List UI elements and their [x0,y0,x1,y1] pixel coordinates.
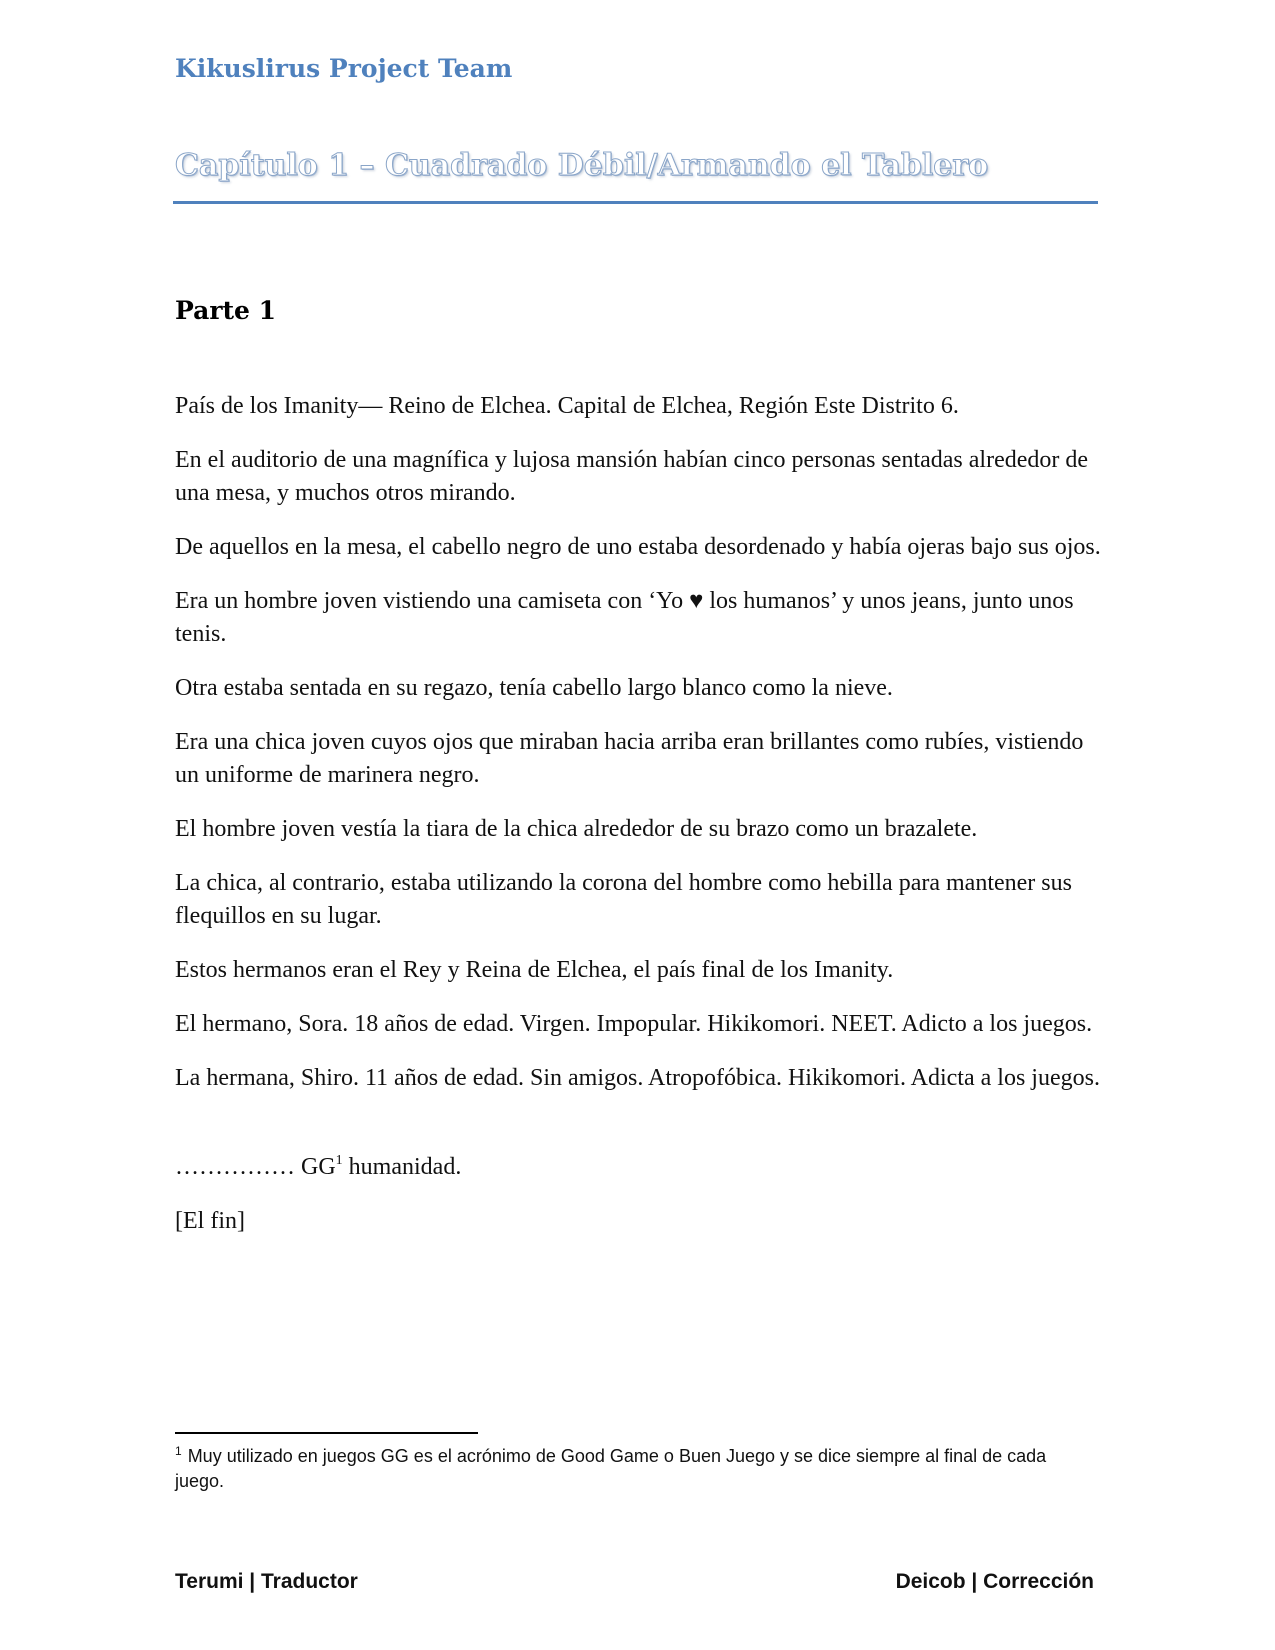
paragraph: El hermano, Sora. 18 años de edad. Virgen. Impopular. Hikikomori. NEET. Adicto a los juegos. [175,1011,1093,1037]
paragraph: Era un hombre joven vistiendo una camiseta con ‘Yo ♥ los humanos’ y unos jeans, junto unos tenis. [175,588,1074,647]
footer-translator: Terumi | Traductor [175,1570,358,1593]
part-heading: Parte 1 [175,296,277,325]
gg-line-tail: humanidad. [342,1154,462,1180]
footer-corrector: Deicob | Corrección [895,1570,1094,1593]
paragraph: País de los Imanity— Reino de Elchea. Capital de Elchea, Región Este Distrito 6. [175,393,959,419]
title-underline [173,201,1098,204]
body-text [175,390,1110,1259]
paragraph: Estos hermanos eran el Rey y Reina de Elchea, el país final de los Imanity. [175,957,894,983]
paragraph: La chica, al contrario, estaba utilizando la corona del hombre como hebilla para mantener sus flequillos en su lugar. [175,870,1072,929]
paragraph: La hermana, Shiro. 11 años de edad. Sin amigos. Atropofóbica. Hikikomori. Adicta a los juegos. [175,1065,1100,1091]
team-header: Kikuslirus Project Team [175,54,513,83]
footnote-separator [175,1432,478,1434]
footnote-marker: 1 [175,1444,182,1458]
paragraph: El hombre joven vestía la tiara de la chica alrededor de su brazo como un brazalete. [175,816,978,842]
gg-line [175,1151,1110,1184]
paragraph: Otra estaba sentada en su regazo, tenía cabello largo blanco como la nieve. [175,675,893,701]
chapter-title: Capítulo 1 – Cuadrado Débil/Armando el Tablero [175,148,989,183]
paragraph: En el auditorio de una magnífica y lujosa mansión habían cinco personas sentadas alrededor de una mesa, y muchos otros mirando. [175,447,1089,506]
footnote-text: Muy utilizado en juegos GG es el acrónimo de Good Game o Buen Juego y se dice siempre al final de cada juego. [175,1446,1047,1491]
footnote-reference[interactable]: 1 [335,1153,343,1168]
paragraph: Era una chica joven cuyos ojos que miraban hacia arriba eran brillantes como rubíes, vistiendo un uniforme de marinera negro. [175,729,1084,788]
end-marker: [El fin] [175,1208,245,1234]
gg-line-text: …………… GG [175,1154,336,1180]
footnote [175,1444,1095,1494]
paragraph: De aquellos en la mesa, el cabello negro de uno estaba desordenado y había ojeras bajo sus ojos. [175,534,1101,560]
